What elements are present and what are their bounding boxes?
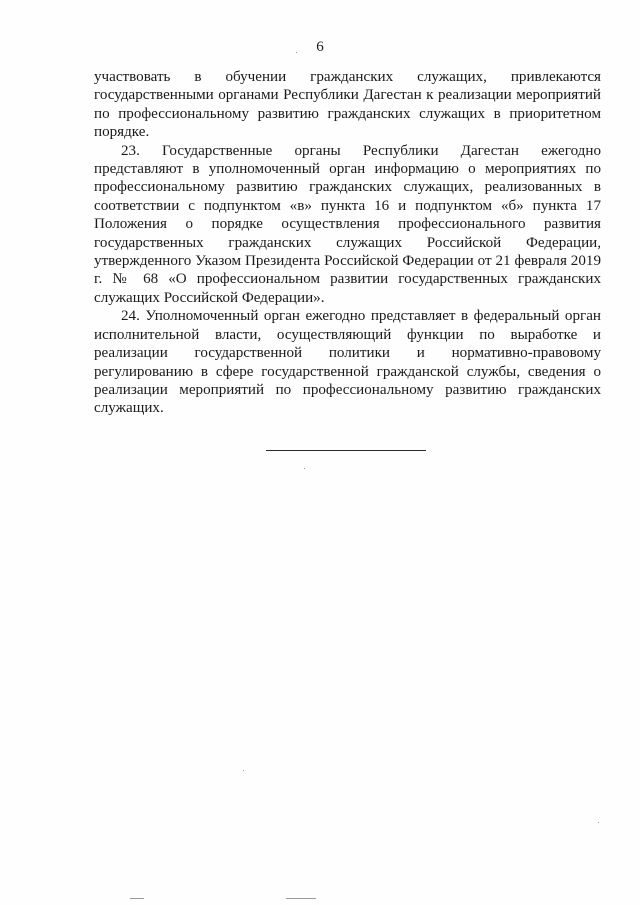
closing-separator-line [266,450,426,451]
paragraph-continuation: участвовать в обучении гражданских служащих, привлекаются государственными органами Республики Дагестан к реализации мероприятий по профессиональному развитию гражданских служащих в приоритетном порядке. [94,69,601,141]
scan-speck [286,898,316,899]
page-number: 6 [316,39,324,55]
scan-speck [598,822,599,823]
paragraph-23: 23. Государственные органы Республики Дагестан ежегодно представляют в уполномоченный орган информацию о мероприятиях по профессиональному развитию гражданских служащих, реализованных в соответствии с подпунктом «в» пункта 16 и подпунктом «б» пункта 17 Положения о порядке осуществления профессионального развития государственных гражданских служащих Российской Федерации, утвержденного Указом Президента Российской Федерации от 21 февраля 2019 г. № 68 «О профессиональном развитии государственных гражданских служащих Российской Федерации». [94,142,601,306]
paragraph-24: 24. Уполномоченный орган ежегодно представляет в федеральный орган исполнительной власти, осуществляющий функции по выработке и реализации государственной политики и нормативно-правовому регулированию в сфере государственной гражданской службы, сведения о реализации мероприятий по профессиональному развитию гражданских служащих. [94,308,601,417]
scan-speck [130,898,144,899]
document-body [94,68,601,418]
scan-speck [304,468,305,469]
scan-speck [296,52,297,53]
scan-speck [243,770,244,771]
